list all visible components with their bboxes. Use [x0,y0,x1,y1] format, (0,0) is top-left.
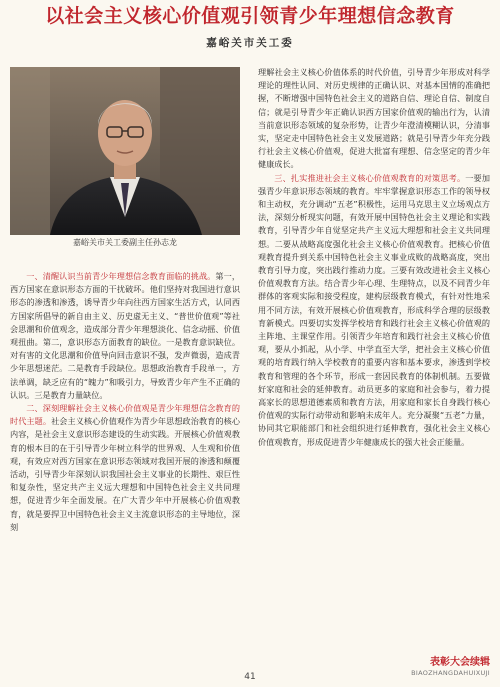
right-column [258,66,490,626]
section2-body: 社会主义核心价值观作为青少年思想政治教育的核心内容，是社会主义意识形态建设的生动实践。开展核心价值观教育的根本目的在于引导青少年树立科学的世界观、人生观和价值观，有效应对西方国家在意识形态领域对我国开展的渗透和颠覆活动，引导青少年深刻认识我国社会主义事业的长期性、艰巨性和复杂性，坚定共产主义远大理想和中国特色社会主义共同理想，促进青少年全面发展。在广大青少年中开展核心价值观教育，就是要捍卫中国特色社会主义主流意识形态的主导地位，深刻 [10,416,240,532]
section3-body: 一要加强青少年意识形态领域的教育。牢牢掌握意识形态工作的领导权和主动权，充分调动“五老”积极性，运用马克思主义立场观点方法，深刻分析现实问题，有效开展中国特色社会主义理论和实践教育，引导青少年自觉坚定共产主义远大理想和社会主义共同理想。二要从战略高度强化社会主义核心价值观教育。把核心价值观教育提升到关系中国特色社会主义事业成败的战略高度，突出教育引导力度，突出践行推动力度。三要有效改进社会主义核心价值观教育方法。结合青少年心理、生理特点，以及不同青少年群体的客观实际和接受程度，建构层级教育模式，有针对性地采用不同方法，有效开展核心价值观教育，形成科学合理的层级教育新模式。四要切实发挥学校培育和践行社会主义核心价值观的主阵地、主课堂作用。引领青少年培育和践行社会主义核心价值观，要从小抓起，从小学、中学直至大学，把社会主义核心价值观的培育践行纳入学校教育的重要内容和基本要求，渗透到学校教育和管理的各个环节，形成一套因民教育的体制机制。五要做好家庭和社会的延伸教育。动员更多的家庭和社会参与，着力提高家长的思想道德素质和教育方法，用家庭和家长自身践行核心价值观的实际行动带动和影响未成年人。充分凝聚“五老”力量，协同其它职能部门和社会组织进行延伸教育，强化社会主义核心价值观教育，形成促进青少年健康成长的强大社会正能量。 [258,172,490,447]
journal-mark [411,656,490,678]
section1-body: 第一，西方国家在意识形态方面的干扰破坏。他们坚持对我国进行意识形态的渗透和渗透，诱导青少年向往西方国家生活方式，认同西方国家所倡导的新自由主义、历史虚无主义、“普世价值观”等社会思潮和价值观念，造成部分青少年理想淡化、信念动摇、价值观扭曲。第二，意识形态方面教育的缺位。一是教育意识缺位。对有害的文化思潮和价值导向回击意识不强，发声微弱，造成青少年思想迷茫。二是教育手段缺位。思想政治教育手段单一，方法单调，缺乏应有的“魄力”和吸引力，导致青少年产生不正确的认识。三是教育力量缺位。 [10,271,240,400]
section1-paragraph [10,270,240,402]
portrait-photo [10,67,240,235]
section3-paragraph [258,172,490,449]
journal-pinyin: BIAOZHANGDAHUIXUJI [411,669,490,677]
article-title: 以社会主义核心价值观引领青少年理想信念教育 [45,5,455,27]
left-column [10,270,240,656]
article-author: 嘉峪关市关工委 [206,37,294,49]
photo-caption: 嘉峪关市关工委副主任孙志龙 [73,238,177,247]
section3-heading: 三、扎实推进社会主义核心价值观教育的对策思考。 [274,172,466,183]
section1-heading: 一、清醒认识当前青少年理想信念教育面临的挑战。 [26,271,216,281]
page-number: 41 [244,672,256,682]
section2-heading: 二、深刻理解社会主义核心价值观是青少年理想信念教育的时代主题。 [10,403,240,427]
section2-paragraph [10,402,240,534]
continuation-paragraph: 理解社会主义核心价值体系的时代价值，引导青少年形成对科学理论的理性认同、对历史规律的正确认识、对基本国情的准确把握，不断增强中国特色社会主义的道路自信、理论自信、制度自信；就是引导青少年正确认识西方国家价值观的输出行为，认清当前意识形态领域的复杂形势，让青少年澄清模糊认识，分清事实，坚定走中国特色社会主义发展道路；就是引导青少年充分践行社会主义核心价值观，促进大批富有理想、信念坚定的青少年健康成长。 [258,67,490,170]
journal-title: 表彰大会续辑 [430,657,490,668]
